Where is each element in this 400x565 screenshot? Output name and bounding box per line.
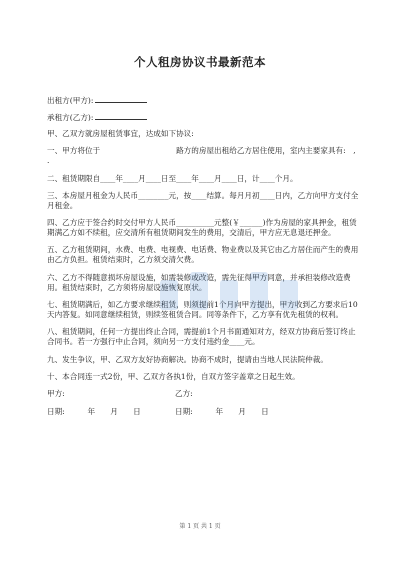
party-b-label: 乙方: <box>175 389 193 399</box>
clause-5: 五、乙方租赁期间，水费、电费、电视费、电话费、物业费以及其它由乙方居住而产生的费用由乙方负担。租赁结束时，乙方须交清欠费。 <box>47 245 359 265</box>
document-title: 个人租房协议书最新范本 <box>134 55 266 69</box>
date-row <box>47 407 362 417</box>
clause-2: 二、租赁期限自____年____月____日至____年____月____日，计____个月。 <box>47 173 298 183</box>
clause-8: 八、租赁期间，任何一方提出终止合同，需提前1个月书面通知对方，经双方协商后签订终止合同书。若一方强行中止合同，须向另一方支付违约金____元。 <box>47 327 356 347</box>
date-right: 日期: 年 月 日 <box>175 406 269 416</box>
clause-1: 一、甲方将位于 路方的房屋出租给乙方居住使用，室内主要家具有: , . <box>47 146 394 166</box>
page-footer: 第 1 页 共 1 页 <box>179 523 221 530</box>
date-left: 日期: 年 月 日 <box>47 406 141 416</box>
clause-3: 三、本房屋月租金为人民币________元，按____结算。每月月初____日内，乙方向甲方支付全月租金。 <box>47 190 359 210</box>
intro-paragraph: 甲、乙双方就房屋租赁事宜，达成如下协议: <box>47 129 194 138</box>
document-body <box>47 95 394 424</box>
tenant-label: 承租方(乙方): <box>47 113 94 122</box>
clause-6: 六、乙方不得随意损坏房屋设施，如需装修或改造，需先征得甲方同意，并承担装修改造费用。租赁结束时，乙方须将房屋设施恢复原状。 <box>47 272 351 292</box>
party-a-label: 甲方: <box>47 389 65 399</box>
clause-9: 九、发生争议，甲、乙双方友好协商解决。协商不成时，提请由当地人民法院仲裁。 <box>47 354 328 364</box>
clause-7: 七、租赁期满后，如乙方要求继续租赁，则须提前1个月向甲方提出，甲方收到乙方要求后10天内答复。如同意继续租赁，则续签租赁合同。同等条件下，乙方享有优先租赁的权利。 <box>47 300 358 320</box>
landlord-line <box>47 95 362 106</box>
signature-row <box>47 389 362 399</box>
clause-4: 四、乙方应于签合约时交付甲方人民币__________元整(￥______)作为房屋的家具押金，租赁期满乙方如不续租，应交清所有租赁期间发生的费用，交清后，甲方应无息退还押金。 <box>47 218 357 238</box>
tenant-blank <box>95 112 147 120</box>
clause-10: 十、本合同连一式2份，甲、乙双方各执1份，自双方签字盖章之日起生效。 <box>47 371 300 381</box>
landlord-blank <box>95 95 147 103</box>
landlord-label: 出租方(甲方): <box>47 96 94 105</box>
tenant-line <box>47 112 362 123</box>
